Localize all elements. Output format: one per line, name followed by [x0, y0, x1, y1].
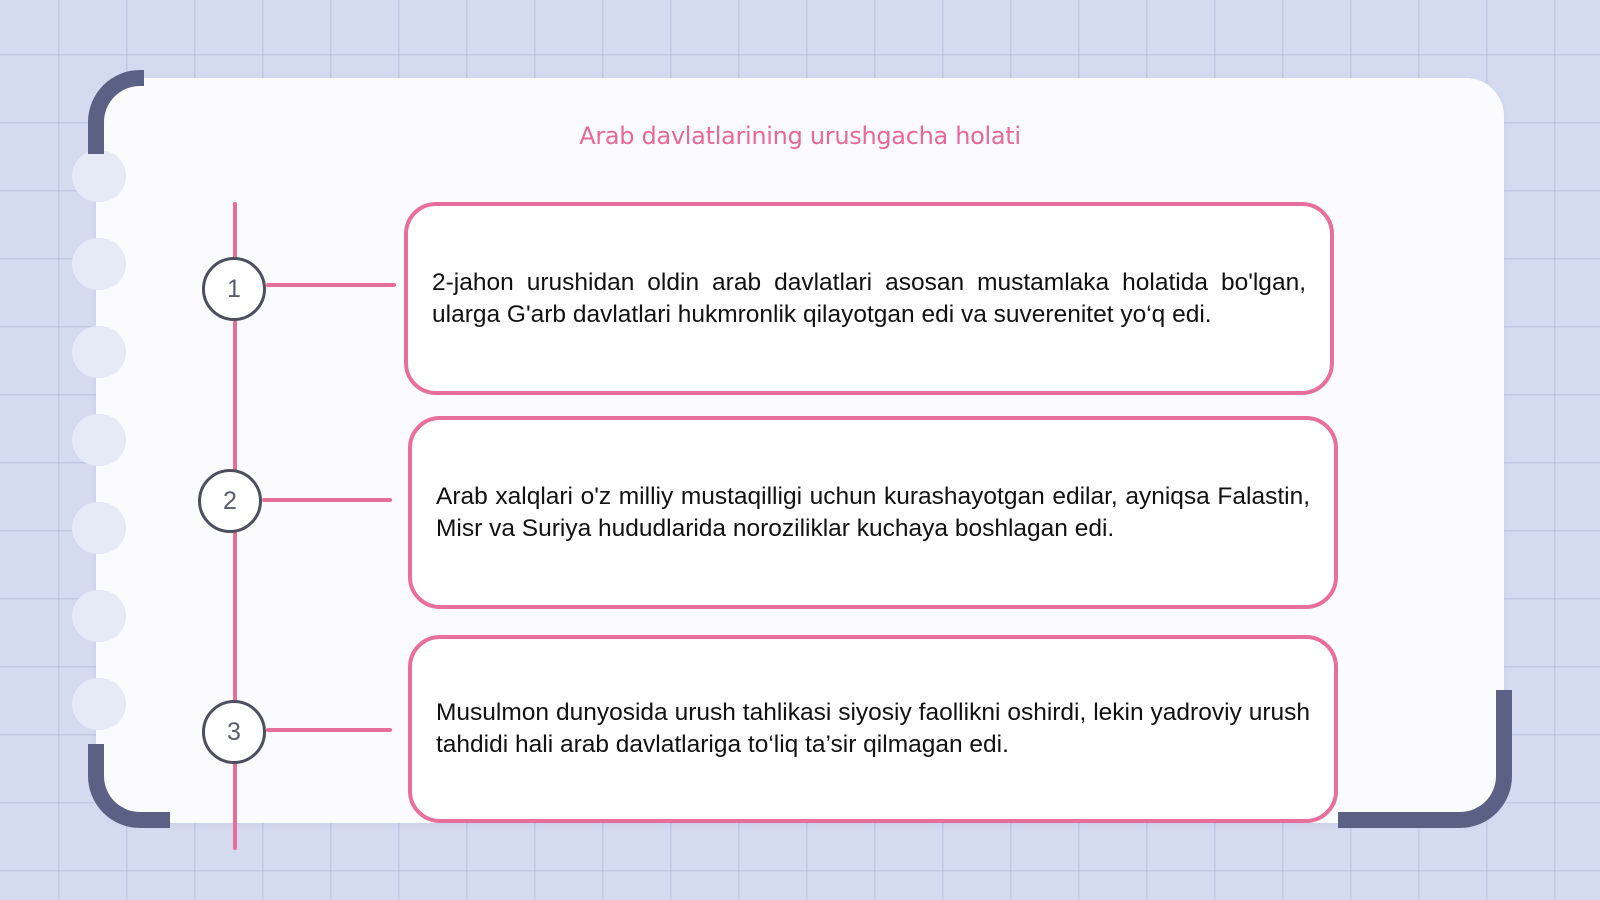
corner-bracket-bottom-left	[88, 744, 170, 828]
timeline-connector	[266, 283, 396, 287]
step-card	[408, 635, 1338, 823]
corner-bracket-bottom-right	[1338, 690, 1512, 828]
paper-tab	[72, 590, 126, 642]
step-card-text: Arab xalqlari o'z milliy mustaqilligi uchun kurashayotgan edilar, ayniqsa Falastin, Misr va Suriya hududlarida noroziliklar kuchaya boshlagan edi.	[436, 482, 1310, 542]
paper-tab	[72, 150, 126, 202]
paper-tab	[72, 502, 126, 554]
step-card-text: 2-jahon urushidan oldin arab davlatlari asosan mustamlaka holatida bo'lgan, ularga G'arb davlatlari hukmronlik qilayotgan edi va suverenitet yo‘q edi.	[432, 268, 1306, 328]
timeline-connector	[262, 498, 392, 502]
step-card	[404, 202, 1334, 395]
paper-tab	[72, 678, 126, 730]
step-number-circle: 1	[202, 257, 266, 321]
slide-title: Arab davlatlarining urushgacha holati	[579, 122, 1021, 150]
timeline-connector	[266, 728, 392, 732]
paper-tab	[72, 414, 126, 466]
step-number-circle: 3	[202, 700, 266, 764]
step-card	[408, 416, 1338, 609]
step-number-circle: 2	[198, 469, 262, 533]
paper-tab	[72, 326, 126, 378]
paper-tab	[72, 238, 126, 290]
step-card-text: Musulmon dunyosida urush tahlikasi siyosiy faollikni oshirdi, lekin yadroviy urush tahdidi hali arab davlatlariga to‘liq ta’sir qilmagan edi.	[436, 699, 1310, 758]
